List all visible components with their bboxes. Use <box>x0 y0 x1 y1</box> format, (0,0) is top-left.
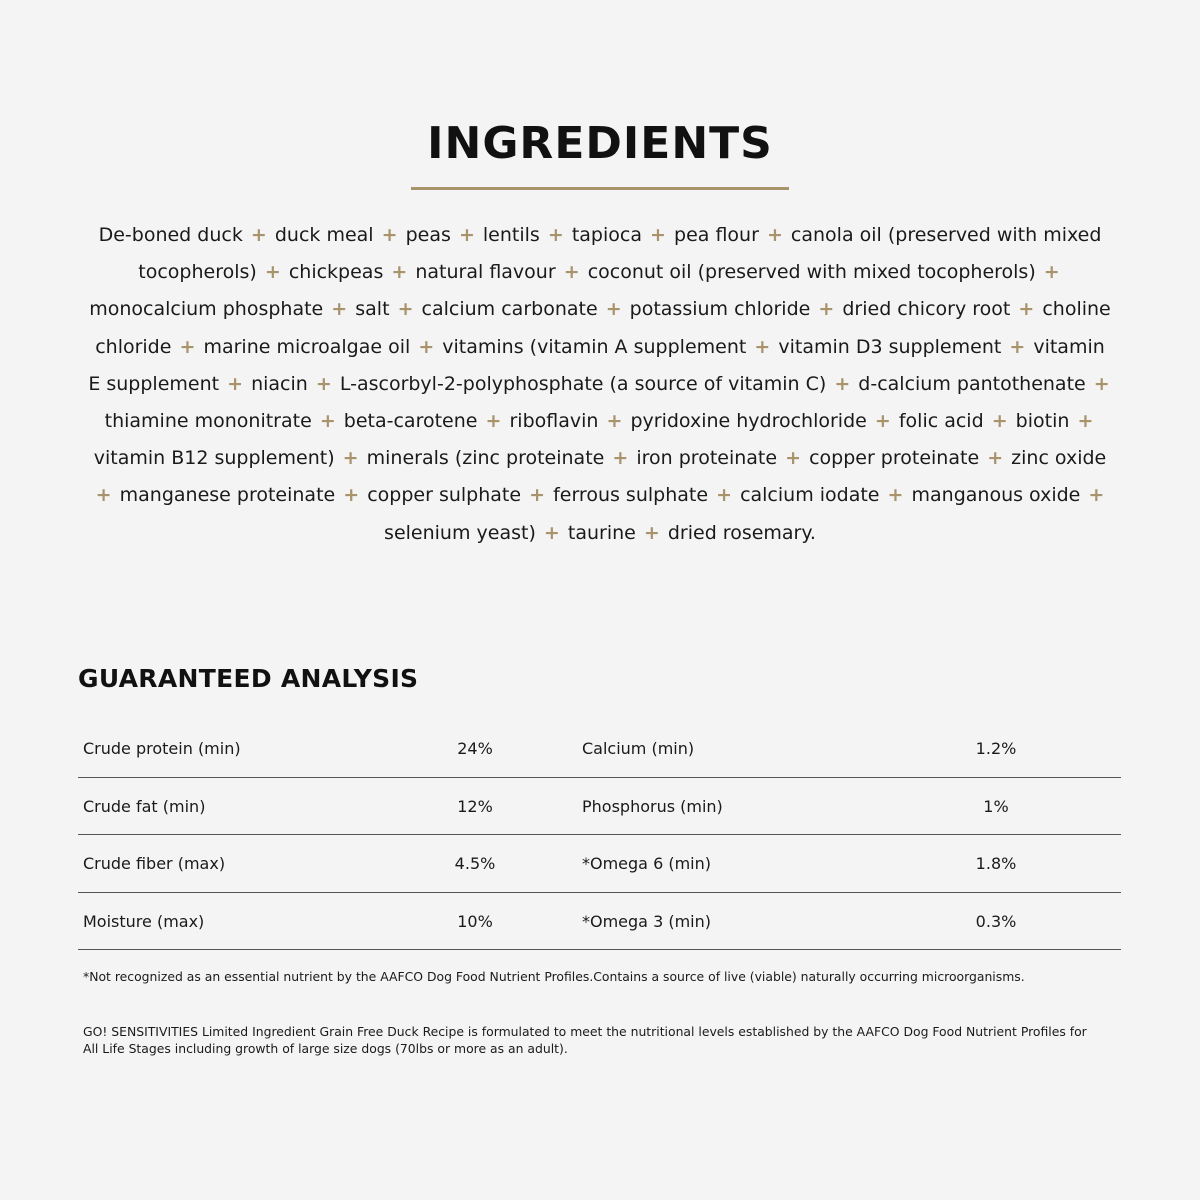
ingredient-item: biotin <box>1015 410 1070 433</box>
ingredient-separator: + <box>991 410 1008 433</box>
aafco-footnote: *Not recognized as an essential nutrient by the AAFCO Dog Food Nutrient Profiles.Contains a source of live (viable) naturally occurring microorganisms. <box>83 969 1025 984</box>
ingredient-separator: + <box>987 447 1004 470</box>
ingredient-separator: + <box>529 484 546 507</box>
ingredient-separator: + <box>547 224 564 246</box>
ingredient-separator: + <box>397 298 414 321</box>
nutrient-value: 0.3% <box>975 911 1017 931</box>
ingredient-separator: + <box>485 410 502 433</box>
ingredient-item: De-boned duck <box>98 224 243 246</box>
ingredient-separator: + <box>331 298 348 321</box>
ingredient-item: taurine <box>567 521 636 544</box>
ingredient-item: niacin <box>251 372 308 395</box>
nutrient-value: 12% <box>457 796 493 816</box>
ingredient-item: manganous oxide <box>911 484 1081 507</box>
table-row <box>78 778 1121 836</box>
ingredient-item: copper sulphate <box>367 484 522 507</box>
ingredient-separator: + <box>606 410 623 433</box>
table-row <box>78 893 1121 951</box>
ingredient-item: coconut oil (preserved with mixed tocopherols) <box>587 261 1036 284</box>
ingredient-separator: + <box>381 224 398 246</box>
ingredient-separator: + <box>716 484 733 507</box>
ingredient-item: duck meal <box>274 224 374 246</box>
ingredient-item: vitamin B12 supplement) <box>93 447 335 470</box>
nutrient-value: 4.5% <box>454 854 496 873</box>
nutrient-value: 1% <box>983 796 1009 816</box>
ingredient-separator: + <box>754 335 771 358</box>
ingredient-item: selenium yeast) <box>384 521 536 544</box>
ingredient-item: vitamin E supplement <box>88 335 1105 395</box>
ingredient-separator: + <box>319 410 336 433</box>
ingredient-separator: + <box>785 447 802 470</box>
ingredient-item: dried rosemary. <box>667 521 816 544</box>
ingredient-separator: + <box>315 372 332 395</box>
ingredient-separator: + <box>391 261 408 284</box>
ingredient-item: monocalcium phosphate <box>89 298 324 321</box>
ingredient-item: marine microalgae oil <box>203 335 411 358</box>
ingredient-separator: + <box>874 410 891 433</box>
ingredient-item: natural flavour <box>415 261 556 284</box>
nutrient-value: 24% <box>457 739 493 758</box>
ingredient-item: chickpeas <box>288 261 384 284</box>
ingredient-item: pyridoxine hydrochloride <box>630 410 867 433</box>
ingredient-item: lentils <box>482 224 540 246</box>
ingredient-separator: + <box>818 298 835 321</box>
nutrient-name: Calcium (min) <box>582 739 695 758</box>
ingredient-item: iron proteinate <box>636 447 778 470</box>
ingredient-item: copper proteinate <box>809 447 980 470</box>
ingredient-separator: + <box>250 224 267 246</box>
ingredient-item: ferrous sulphate <box>553 484 709 507</box>
ingredient-item: canola oil (preserved with mixed tocopherols) <box>138 224 1102 284</box>
ingredient-item: dried chicory root <box>842 298 1011 321</box>
ingredient-separator: + <box>605 298 622 321</box>
ingredient-item: calcium carbonate <box>421 298 598 321</box>
ingredient-separator: + <box>612 447 629 470</box>
ingredient-separator: + <box>227 372 244 395</box>
ingredient-item: vitamin D3 supplement <box>778 335 1002 358</box>
title-divider <box>411 187 789 190</box>
nutrient-name: Crude fiber (max) <box>83 854 226 873</box>
nutrient-name: Crude protein (min) <box>83 739 241 758</box>
nutrient-name: Crude fat (min) <box>83 796 206 816</box>
ingredient-separator: + <box>834 372 851 395</box>
ingredient-item: minerals (zinc proteinate <box>366 447 605 470</box>
ingredient-separator: + <box>766 224 783 246</box>
ingredient-separator: + <box>1093 372 1110 395</box>
ingredient-separator: + <box>563 261 580 284</box>
ingredient-item: manganese proteinate <box>119 484 336 507</box>
ingredient-item: zinc oxide <box>1011 447 1107 470</box>
ingredients-list <box>88 217 1112 552</box>
ingredient-item: potassium chloride <box>629 298 811 321</box>
ingredient-separator: + <box>1077 410 1094 433</box>
ingredient-separator: + <box>650 224 666 246</box>
ingredient-separator: + <box>458 224 475 246</box>
ingredient-separator: + <box>342 447 359 470</box>
ingredient-item: calcium iodate <box>740 484 880 507</box>
ingredient-separator: + <box>1088 484 1105 507</box>
ingredient-item: peas <box>405 224 451 246</box>
ingredient-separator: + <box>1043 261 1060 284</box>
table-row <box>78 835 1121 893</box>
nutrient-name: *Omega 6 (min) <box>582 854 711 873</box>
nutrient-name: Phosphorus (min) <box>582 796 723 816</box>
ingredient-separator: + <box>418 335 435 358</box>
ingredient-separator: + <box>95 484 112 507</box>
ingredient-item: choline chloride <box>95 298 1111 358</box>
ingredient-separator: + <box>264 261 281 284</box>
ingredient-item: salt <box>355 298 390 321</box>
ingredient-item: beta-carotene <box>343 410 478 433</box>
nutrient-value: 1.2% <box>975 739 1017 758</box>
nutrient-value: 1.8% <box>975 854 1017 873</box>
ingredient-separator: + <box>343 484 360 507</box>
ingredient-item: tapioca <box>571 224 642 246</box>
aafco-statement: GO! SENSITIVITIES Limited Ingredient Grain Free Duck Recipe is formulated to meet the nutritional levels established by the AAFCO Dog Food Nutrient Profiles for All Life Stages including growth of large size dogs (70lbs or more as an adult). <box>83 1024 1087 1056</box>
ingredient-item: d-calcium pantothenate <box>858 372 1086 395</box>
nutrient-value: 10% <box>457 911 493 931</box>
ingredient-item: L-ascorbyl-2-polyphosphate (a source of vitamin C) <box>339 372 827 395</box>
ingredient-separator: + <box>179 335 196 358</box>
ingredient-item: vitamins (vitamin A supplement <box>442 335 747 358</box>
ingredient-separator: + <box>643 521 660 544</box>
ingredient-separator: + <box>1018 298 1035 321</box>
ingredient-item: folic acid <box>898 410 984 433</box>
table-row <box>78 720 1121 778</box>
ingredient-item: pea flour <box>674 224 759 246</box>
nutrient-name: *Omega 3 (min) <box>582 911 711 931</box>
guaranteed-analysis-table <box>78 720 1121 950</box>
nutrient-name: Moisture (max) <box>83 911 205 931</box>
guaranteed-analysis-title: GUARANTEED ANALYSIS <box>78 664 419 693</box>
ingredient-separator: + <box>543 521 560 544</box>
ingredient-item: thiamine mononitrate <box>104 410 312 433</box>
ingredient-separator: + <box>887 484 904 507</box>
ingredient-separator: + <box>1009 335 1026 358</box>
ingredients-title: INGREDIENTS <box>427 118 773 169</box>
ingredient-item: riboflavin <box>509 410 599 433</box>
